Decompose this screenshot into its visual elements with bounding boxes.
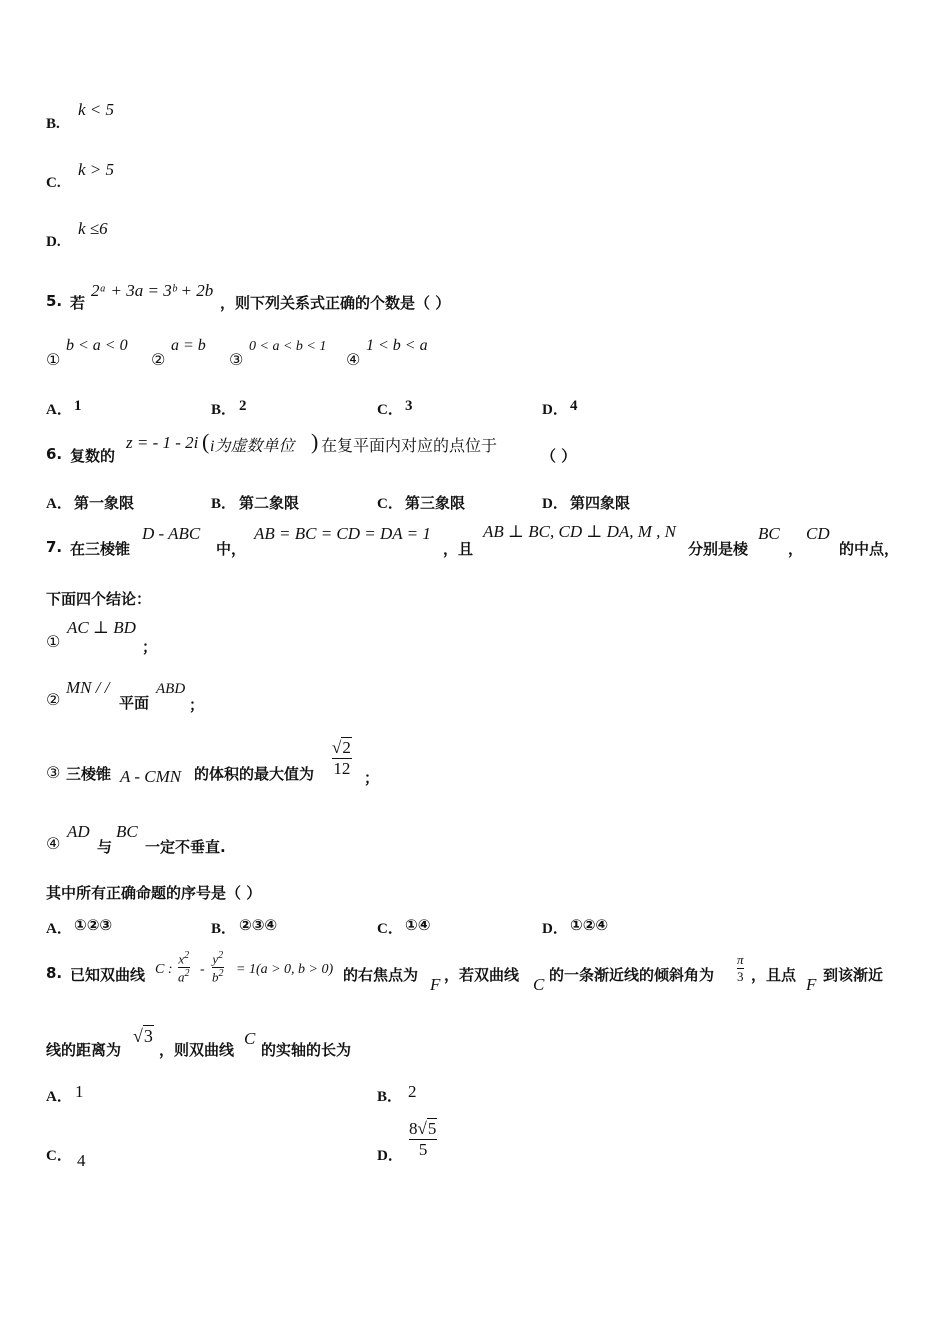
q7-s1-math: AC ⊥ BD bbox=[67, 618, 136, 637]
q4-option-d-label[interactable]: D. bbox=[46, 234, 61, 250]
q4-option-b-label[interactable]: B. bbox=[46, 116, 60, 132]
q8-C-1: C bbox=[533, 975, 545, 994]
q7-s3-fraction: √2 12 bbox=[332, 738, 351, 778]
q8-c-label: C : bbox=[155, 962, 173, 977]
q7-math-4: BC bbox=[758, 524, 780, 543]
q6-blank: （ ） bbox=[541, 447, 577, 465]
q6-choice-b-text: 第二象限 bbox=[239, 494, 300, 512]
q8-text-2: 的右焦点为 bbox=[343, 966, 419, 984]
q5-choice-c-text: 3 bbox=[405, 398, 413, 414]
q7-s4-math-2: BC bbox=[116, 822, 138, 841]
q5-statement-3-mark: ③ bbox=[229, 350, 244, 369]
q7-choice-a-label[interactable]: A． bbox=[46, 921, 72, 937]
q7-line-2: 下面四个结论： bbox=[46, 590, 152, 608]
q8-eq-rest: = 1(a > 0, b > 0) bbox=[236, 962, 334, 977]
q7-choice-c-label[interactable]: C． bbox=[377, 921, 403, 937]
q5-choice-d-label[interactable]: D． bbox=[542, 402, 568, 418]
q7-s4-text-2: 一定不垂直. bbox=[145, 838, 226, 856]
q8-choice-c-text: 4 bbox=[77, 1151, 86, 1170]
q7-choice-a-text: ①②③ bbox=[74, 916, 113, 934]
q7-s4-text-1: 与 bbox=[97, 838, 113, 856]
q8-sqrt3: √3 bbox=[133, 1026, 153, 1046]
q7-text-6: 的中点， bbox=[839, 540, 900, 558]
q6-choice-c-label[interactable]: C． bbox=[377, 496, 403, 512]
q4-option-c-label[interactable]: C. bbox=[46, 175, 61, 191]
q8-choice-c-label[interactable]: C． bbox=[46, 1148, 72, 1164]
q5-statement-4-mark: ④ bbox=[346, 350, 361, 369]
q7-s2-math-2: ABD bbox=[156, 681, 186, 697]
q8-text-1: 已知双曲线 bbox=[70, 966, 146, 984]
q5-statement-2-mark: ② bbox=[151, 350, 166, 369]
q8-a: a bbox=[178, 969, 185, 985]
q5-choice-a-text: 1 bbox=[74, 398, 82, 414]
q7-choice-c-text: ①④ bbox=[405, 916, 431, 934]
q8-line-2b: ，则双曲线 bbox=[159, 1041, 235, 1059]
q7-text-1: 在三棱锥 bbox=[70, 540, 131, 558]
q6-paren-open: ( bbox=[202, 429, 210, 454]
q4-option-c-math: k > 5 bbox=[78, 160, 115, 179]
q7-math-1: D - ABC bbox=[142, 524, 201, 543]
q5-statement-3: 0 < a < b < 1 bbox=[249, 339, 327, 354]
q8-line-2c: 的实轴的长为 bbox=[261, 1041, 352, 1059]
q7-s1-mark: ① bbox=[46, 632, 61, 651]
q8-text-5: ，且点 bbox=[751, 966, 797, 984]
q7-s2-text: 平面 bbox=[119, 694, 150, 712]
q8-x: x bbox=[178, 951, 185, 967]
q6-choice-d-text: 第四象限 bbox=[570, 494, 631, 512]
q5-statement-1: b < a < 0 bbox=[66, 337, 128, 354]
q7-s2-math-1: MN / / bbox=[66, 678, 110, 697]
q8-frac-y: $y^2$ $b^2$ bbox=[212, 950, 224, 985]
q8-text-4: 的一条渐近线的倾斜角为 bbox=[549, 966, 715, 984]
q8-choice-d-rad: 5 bbox=[427, 1119, 437, 1138]
q7-s3-text-2: 的体积的最大值为 bbox=[194, 765, 315, 783]
q8-choice-a-label[interactable]: A． bbox=[46, 1089, 72, 1105]
q6-choice-a-label[interactable]: A． bbox=[46, 496, 72, 512]
q8-C-2: C bbox=[244, 1029, 256, 1048]
q4-option-d-math: k ≤6 bbox=[78, 219, 108, 238]
q8-y: y bbox=[212, 951, 219, 967]
q5-statement-2: a = b bbox=[171, 337, 206, 354]
q7-text-4: 分别是棱 bbox=[688, 540, 749, 558]
q5-prefix: 若 bbox=[70, 294, 86, 312]
q4-option-b-math: k < 5 bbox=[78, 100, 115, 119]
q7-s3-text-1: 三棱锥 bbox=[66, 765, 112, 783]
q6-rest: 在复平面内对应的点位于 bbox=[321, 438, 498, 455]
q5-suffix: ，则下列关系式正确的个数是（ ） bbox=[220, 294, 451, 312]
q7-text-2: 中， bbox=[216, 540, 247, 558]
q7-s3-end: ； bbox=[364, 769, 380, 787]
q8-text-3: ，若双曲线 bbox=[444, 966, 520, 984]
q6-math: z = - 1 - 2i bbox=[126, 433, 199, 452]
q8-F-1: F bbox=[430, 975, 441, 994]
q7-math-5: CD bbox=[806, 524, 830, 543]
q7-text-5: ， bbox=[788, 540, 804, 558]
q8-minus: - bbox=[200, 962, 205, 977]
q7-math-3: AB ⊥ BC, CD ⊥ DA, M , N bbox=[483, 522, 676, 541]
q8-choice-d-den: 5 bbox=[418, 1140, 428, 1159]
q8-choice-d-coef: 8 bbox=[409, 1119, 418, 1138]
q8-choice-a-text: 1 bbox=[75, 1082, 84, 1101]
q7-s3-frac-num: 2 bbox=[342, 738, 351, 757]
q5-choice-d-text: 4 bbox=[570, 398, 578, 414]
q6-choice-a-text: 第一象限 bbox=[74, 494, 135, 512]
q5-choice-c-label[interactable]: C． bbox=[377, 402, 403, 418]
q8-pi: π bbox=[737, 952, 744, 967]
q7-question: 其中所有正确命题的序号是（ ） bbox=[46, 884, 262, 902]
q8-choice-d-fraction: 8√5 5 bbox=[409, 1119, 437, 1159]
q8-choice-b-text: 2 bbox=[408, 1082, 417, 1101]
q7-s2-end: ； bbox=[189, 696, 205, 714]
q8-line-2a: 线的距离为 bbox=[46, 1041, 122, 1059]
q7-choice-b-text: ②③④ bbox=[239, 916, 278, 934]
q7-s3-frac-den: 12 bbox=[333, 759, 351, 778]
q8-F-2: F bbox=[806, 975, 817, 994]
q7-s4-math-1: AD bbox=[67, 822, 90, 841]
q6-choice-c-text: 第三象限 bbox=[405, 494, 466, 512]
q7-choice-b-label[interactable]: B． bbox=[211, 921, 237, 937]
q7-s1-end: ； bbox=[142, 638, 158, 656]
q5-choice-a-label[interactable]: A． bbox=[46, 402, 72, 418]
q8-text-6: 到该渐近 bbox=[823, 966, 884, 984]
q5-choice-b-label[interactable]: B． bbox=[211, 402, 237, 418]
q7-text-3: ，且 bbox=[443, 540, 474, 558]
q5-condition: 2ᵃ + 3a = 3ᵇ + 2b bbox=[91, 281, 214, 300]
q5-statement-1-mark: ① bbox=[46, 350, 61, 369]
q7-choice-d-text: ①②④ bbox=[570, 916, 609, 934]
q8-number: 8. bbox=[46, 964, 63, 982]
q6-number: 6. bbox=[46, 445, 63, 463]
q6-choice-d-label[interactable]: D． bbox=[542, 496, 568, 512]
q7-choice-d-label[interactable]: D． bbox=[542, 921, 568, 937]
q7-s2-mark: ② bbox=[46, 690, 61, 709]
q8-choice-d-label[interactable]: D． bbox=[377, 1148, 403, 1164]
q8-choice-b-label[interactable]: B． bbox=[377, 1089, 403, 1105]
q6-prefix: 复数的 bbox=[70, 447, 116, 465]
q7-math-2: AB = BC = CD = DA = 1 bbox=[254, 524, 431, 543]
q5-choice-b-text: 2 bbox=[239, 398, 247, 414]
q5-statement-4: 1 < b < a bbox=[366, 337, 428, 354]
q8-sqrt3-radicand: 3 bbox=[143, 1026, 153, 1046]
q6-paren-close: ) bbox=[311, 429, 319, 454]
q8-three: 3 bbox=[737, 969, 744, 984]
q7-s3-math: A - CMN bbox=[120, 767, 182, 786]
q8-b: b bbox=[212, 969, 219, 985]
q6-paren-text: i为虚数单位 bbox=[210, 438, 295, 455]
q7-s4-mark: ④ bbox=[46, 834, 61, 853]
q8-frac-pi bbox=[737, 952, 744, 985]
q6-choice-b-label[interactable]: B． bbox=[211, 496, 237, 512]
q8-frac-x: $x^2$ $a^2$ bbox=[178, 950, 190, 985]
q7-s3-mark: ③ bbox=[46, 763, 61, 782]
q7-number: 7. bbox=[46, 538, 63, 556]
q5-number: 5. bbox=[46, 292, 63, 310]
